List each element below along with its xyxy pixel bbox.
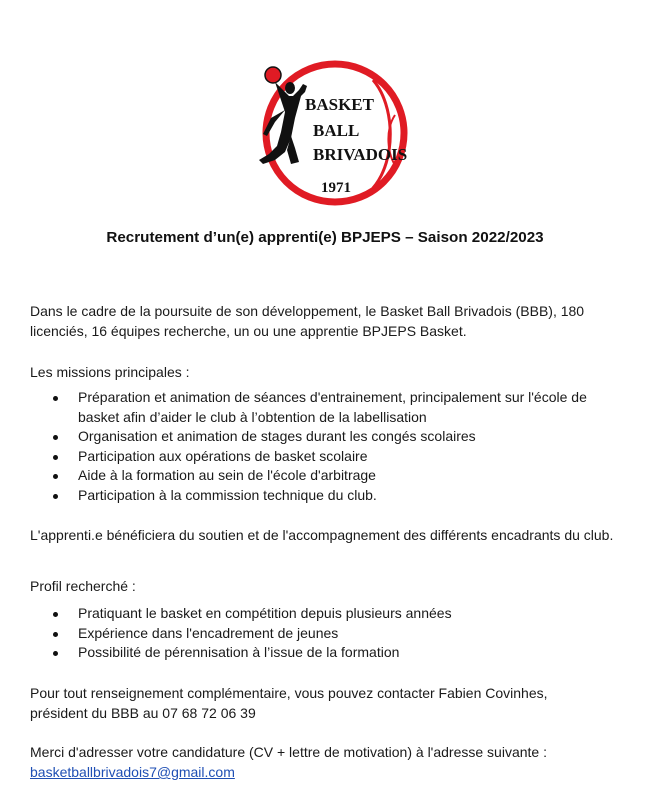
logo-line-ball: BALL <box>313 121 360 140</box>
bullet-icon <box>53 435 58 440</box>
contact-paragraph <box>30 683 620 723</box>
bullet-icon <box>53 474 58 479</box>
apply-paragraph <box>30 742 620 782</box>
list-item-text: Pratiquant le basket en compétition depuis plusieurs années <box>78 605 452 621</box>
list-item-text: Participation aux opérations de basket scolaire <box>78 447 368 464</box>
bullet-icon <box>53 494 58 499</box>
profile-list <box>30 604 620 663</box>
logo-year: 1971 <box>321 180 351 196</box>
apply-text: Merci d'adresser votre candidature (CV + lettre de motivation) à l'adresse suivante : <box>30 744 547 760</box>
list-item <box>30 388 620 427</box>
list-item <box>30 447 620 467</box>
list-item-text: Aide à la formation au sein de l'école d'arbitrage <box>78 467 376 483</box>
contact-line-1: Pour tout renseignement complémentaire, vous pouvez contacter Fabien Covinhes, <box>30 685 548 701</box>
profile-heading: Profil recherché : <box>30 578 136 594</box>
list-item <box>30 604 620 624</box>
club-logo-graphic <box>245 60 415 210</box>
page-title: Recrutement d’un(e) apprenti(e) BPJEPS – Saison 2022/2023 <box>106 229 544 246</box>
email-link[interactable]: basketballbrivadois7@gmail.com <box>30 764 235 780</box>
intro-paragraph: Dans le cadre de la poursuite de son développement, le Basket Ball Brivadois (BBB), 180 licenciés, 16 équipes recherche, un ou une apprentie BPJEPS Basket. <box>30 303 585 339</box>
logo-line-brivadois: BRIVADOIS <box>313 145 408 164</box>
club-logo <box>245 60 415 210</box>
missions-list <box>30 388 620 505</box>
list-item <box>30 643 620 663</box>
list-item-text: Organisation et animation de stages durant les congés scolaires <box>78 428 476 444</box>
bullet-icon <box>53 651 58 656</box>
bullet-icon <box>53 396 58 401</box>
list-item <box>30 624 620 644</box>
bullet-icon <box>53 455 58 460</box>
support-paragraph: L'apprenti.e bénéficiera du soutien et de l'accompagnement des différents encadrants du club. <box>30 527 614 543</box>
contact-line-2: président du BBB au 07 68 72 06 39 <box>30 705 256 721</box>
list-item-text: Préparation et animation de séances d'entrainement, principalement sur l'école de basket afin d’aider le club à l’obtention de la labellisation <box>78 389 587 425</box>
list-item-text: Expérience dans l'encadrement de jeunes <box>78 624 339 641</box>
bullet-icon <box>53 612 58 617</box>
list-item-text: Participation à la commission technique du club. <box>78 486 377 503</box>
logo-line-basket: BASKET <box>305 95 374 114</box>
bullet-icon <box>53 632 58 637</box>
list-item-text: Possibilité de pérennisation à l’issue de la formation <box>78 644 400 660</box>
missions-heading: Les missions principales : <box>30 364 190 380</box>
list-item <box>30 466 620 486</box>
list-item <box>30 486 620 506</box>
list-item <box>30 427 620 447</box>
